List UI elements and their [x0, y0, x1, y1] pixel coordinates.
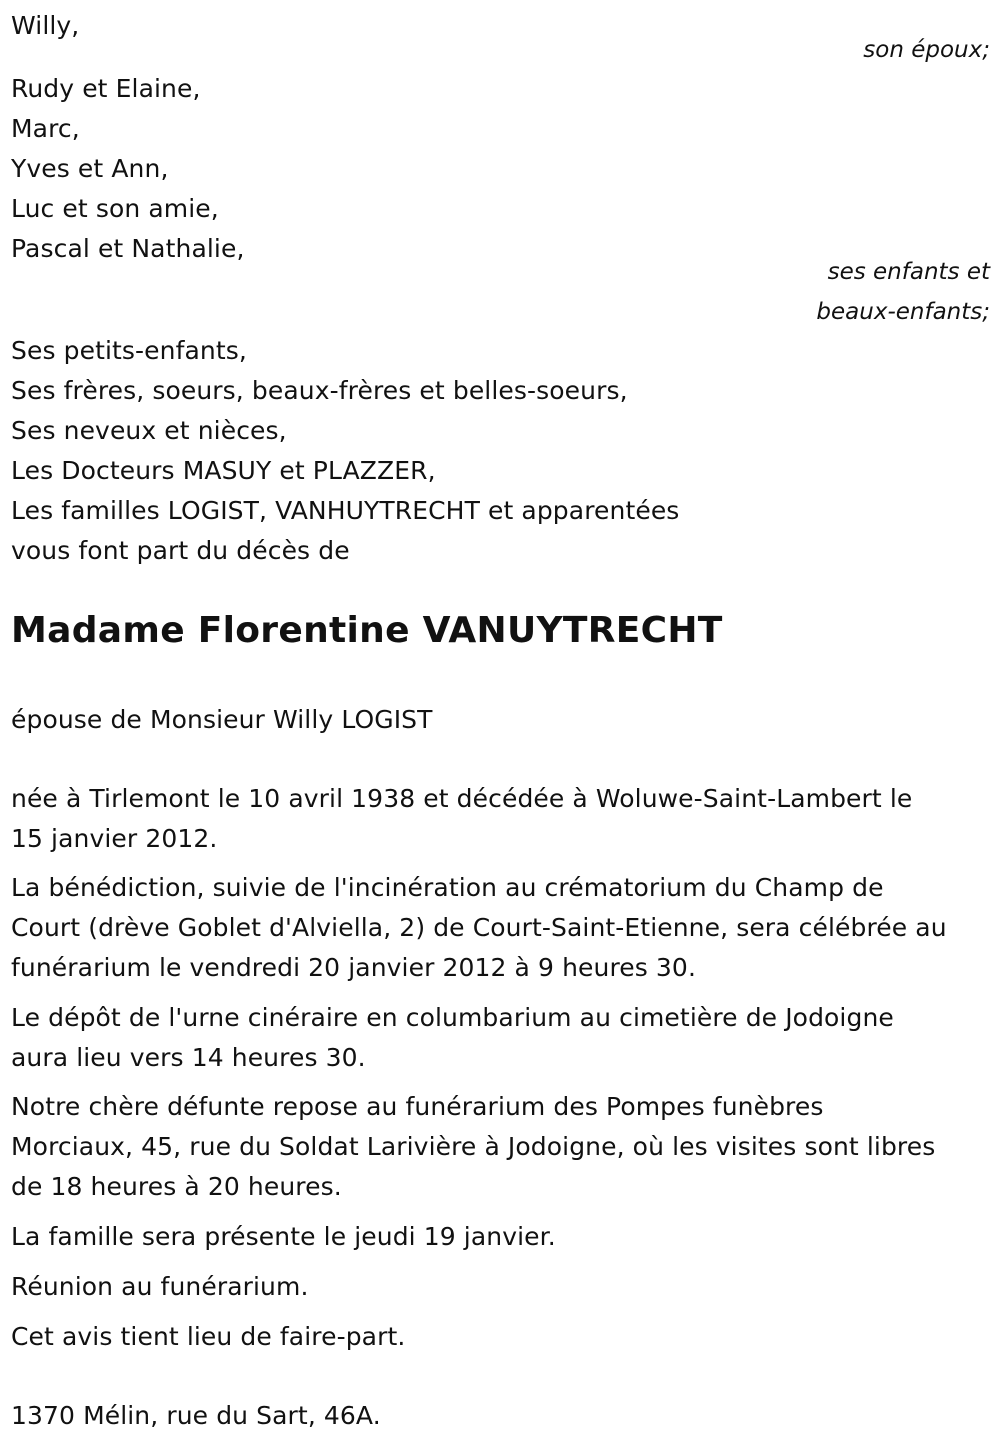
spouse-role: son époux; — [863, 37, 990, 63]
relatives-line: Ses petits-enfants, — [11, 336, 247, 365]
urn-line: aura lieu vers 14 heures 30. — [11, 1043, 366, 1072]
notice-line: Cet avis tient lieu de faire-part. — [11, 1322, 406, 1351]
child-line: Pascal et Nathalie, — [11, 234, 245, 263]
spouse-of-line: épouse de Monsieur Willy LOGIST — [11, 705, 433, 734]
child-line: Yves et Ann, — [11, 154, 169, 183]
relatives-line: Les familles LOGIST, VANHUYTRECHT et apparentées — [11, 496, 680, 525]
deceased-name: Madame Florentine VANUYTRECHT — [11, 610, 723, 651]
child-line: Marc, — [11, 114, 80, 143]
child-line: Luc et son amie, — [11, 194, 219, 223]
urn-line: Le dépôt de l'urne cinéraire en columbarium au cimetière de Jodoigne — [11, 1003, 894, 1032]
ceremony-line: Court (drève Goblet d'Alviella, 2) de Court-Saint-Etienne, sera célébrée au — [11, 913, 947, 942]
meeting-line: Réunion au funérarium. — [11, 1272, 309, 1301]
family-presence-line: La famille sera présente le jeudi 19 janvier. — [11, 1222, 556, 1251]
relatives-line: Ses frères, soeurs, beaux-frères et belles-soeurs, — [11, 376, 628, 405]
birth-death-line: 15 janvier 2012. — [11, 824, 218, 853]
ceremony-line: La bénédiction, suivie de l'incinération au crématorium du Champ de — [11, 873, 884, 902]
relatives-line: Ses neveux et nièces, — [11, 416, 287, 445]
visits-line: de 18 heures à 20 heures. — [11, 1172, 342, 1201]
children-role-line: ses enfants et — [827, 259, 990, 285]
children-role-line: beaux-enfants; — [816, 299, 990, 325]
visits-line: Notre chère défunte repose au funérarium des Pompes funèbres — [11, 1092, 824, 1121]
child-line: Rudy et Elaine, — [11, 74, 201, 103]
ceremony-line: funérarium le vendredi 20 janvier 2012 à 9 heures 30. — [11, 953, 696, 982]
address-line: 1370 Mélin, rue du Sart, 46A. — [11, 1401, 381, 1430]
announcement-line: vous font part du décès de — [11, 536, 350, 565]
visits-line: Morciaux, 45, rue du Soldat Larivière à Jodoigne, où les visites sont libres — [11, 1132, 936, 1161]
spouse-line: Willy, — [11, 11, 80, 40]
relatives-line: Les Docteurs MASUY et PLAZZER, — [11, 456, 436, 485]
birth-death-line: née à Tirlemont le 10 avril 1938 et décédée à Woluwe-Saint-Lambert le — [11, 784, 913, 813]
